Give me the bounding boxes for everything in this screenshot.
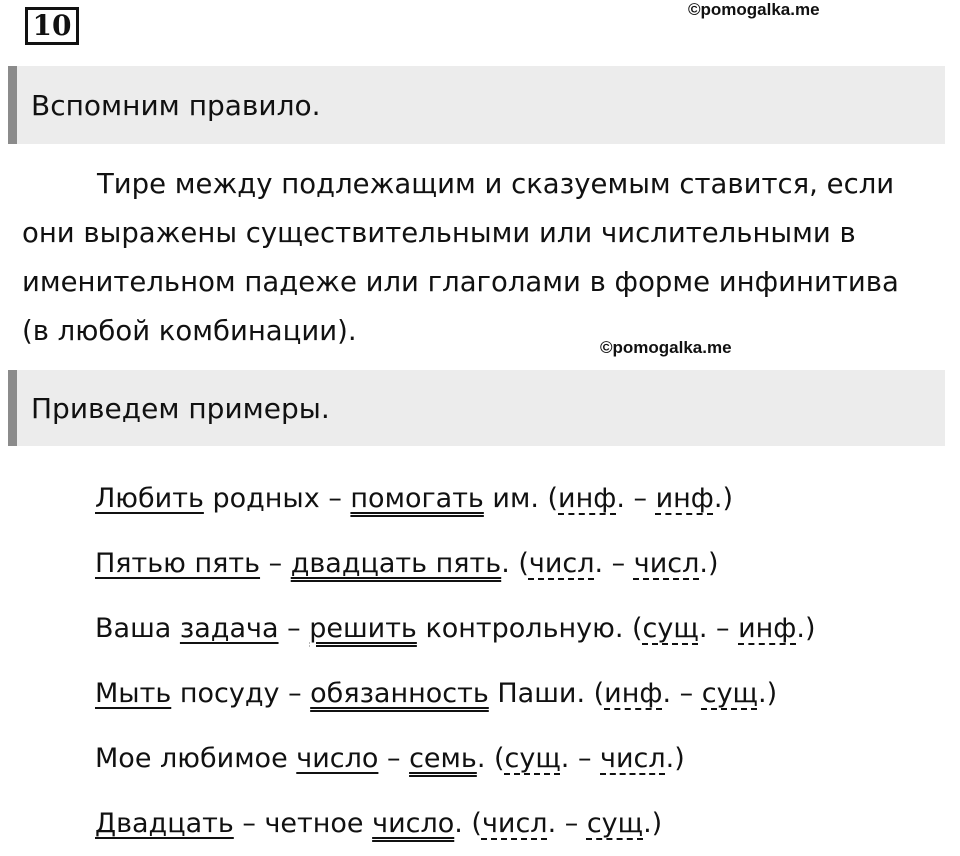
sentence-text: . – (547, 808, 587, 839)
predicate-word: семь (409, 743, 477, 774)
sentence-text: .) (699, 548, 719, 579)
part-of-speech-label: сущ (504, 743, 561, 774)
part-of-speech-label: инф (738, 613, 797, 644)
sentence-text: .) (757, 678, 778, 709)
examples-list (95, 466, 815, 856)
watermark-middle: ©pomogalka.me (600, 338, 732, 357)
sentence-text: – (260, 548, 291, 579)
sentence-text: .) (713, 483, 734, 514)
subject-word: задача (179, 613, 279, 644)
examples-banner (8, 370, 945, 446)
sentence-text: посуду – (171, 678, 311, 709)
part-of-speech-label: числ (528, 548, 595, 579)
part-of-speech-label: инф (655, 483, 714, 514)
watermark-top: ©pomogalka.me (688, 0, 820, 19)
predicate-word: решить (309, 613, 417, 644)
sentence-text: Паши. ( (488, 678, 605, 709)
part-of-speech-label: числ (633, 548, 700, 579)
sentence-text: – четное (233, 808, 373, 839)
sentence-text: им. ( (483, 483, 559, 514)
subject-word: Двадцать (95, 808, 234, 839)
task-number: 10 (25, 7, 79, 45)
part-of-speech-label: сущ (586, 808, 644, 839)
predicate-word: двадцать пять (290, 548, 502, 579)
example-sentence (95, 791, 815, 856)
sentence-text: родных – (203, 483, 351, 514)
part-of-speech-label: сущ (642, 613, 699, 644)
part-of-speech-label: инф (604, 678, 663, 709)
sentence-text: . – (662, 678, 702, 709)
sentence-text: . ( (501, 548, 529, 579)
sentence-text: Ваша (95, 613, 180, 644)
rule-banner (8, 66, 945, 144)
part-of-speech-label: инф (558, 483, 617, 514)
sentence-text: .) (643, 808, 663, 839)
predicate-word: обязанность (310, 678, 489, 709)
sentence-text: – (278, 613, 310, 644)
example-sentence (95, 596, 815, 661)
sentence-text: контрольную. ( (416, 613, 643, 644)
sentence-text: Мое любимое (95, 743, 297, 774)
subject-word: Пятью пять (95, 548, 261, 579)
sentence-text: .) (796, 613, 816, 644)
part-of-speech-label: числ (600, 743, 666, 774)
sentence-text: . – (594, 548, 634, 579)
example-sentence (95, 661, 815, 726)
rule-paragraph: Тире между подлежащим и сказуемым ставится, если они выражены существительными или числительными в именительном падеже или глаголами в форме инфинитива (в любой комбинации). (22, 168, 899, 347)
part-of-speech-label: числ (481, 808, 548, 839)
sentence-text: .) (665, 743, 685, 774)
subject-word: Любить (95, 483, 204, 514)
sentence-text: – (378, 743, 410, 774)
sentence-text: . – (698, 613, 739, 644)
rule-banner-title: Вспомним правило. (31, 88, 321, 122)
example-sentence (95, 531, 815, 596)
sentence-text: . – (560, 743, 601, 774)
sentence-text: . ( (476, 743, 505, 774)
example-sentence (95, 466, 815, 531)
examples-banner-title: Приведем примеры. (31, 391, 330, 425)
subject-word: Мыть (95, 678, 172, 709)
predicate-word: число (372, 808, 455, 839)
sentence-text: . ( (454, 808, 482, 839)
sentence-text: . – (616, 483, 656, 514)
example-sentence (95, 726, 815, 791)
subject-word: число (296, 743, 379, 774)
predicate-word: помогать (350, 483, 484, 514)
part-of-speech-label: сущ (701, 678, 758, 709)
